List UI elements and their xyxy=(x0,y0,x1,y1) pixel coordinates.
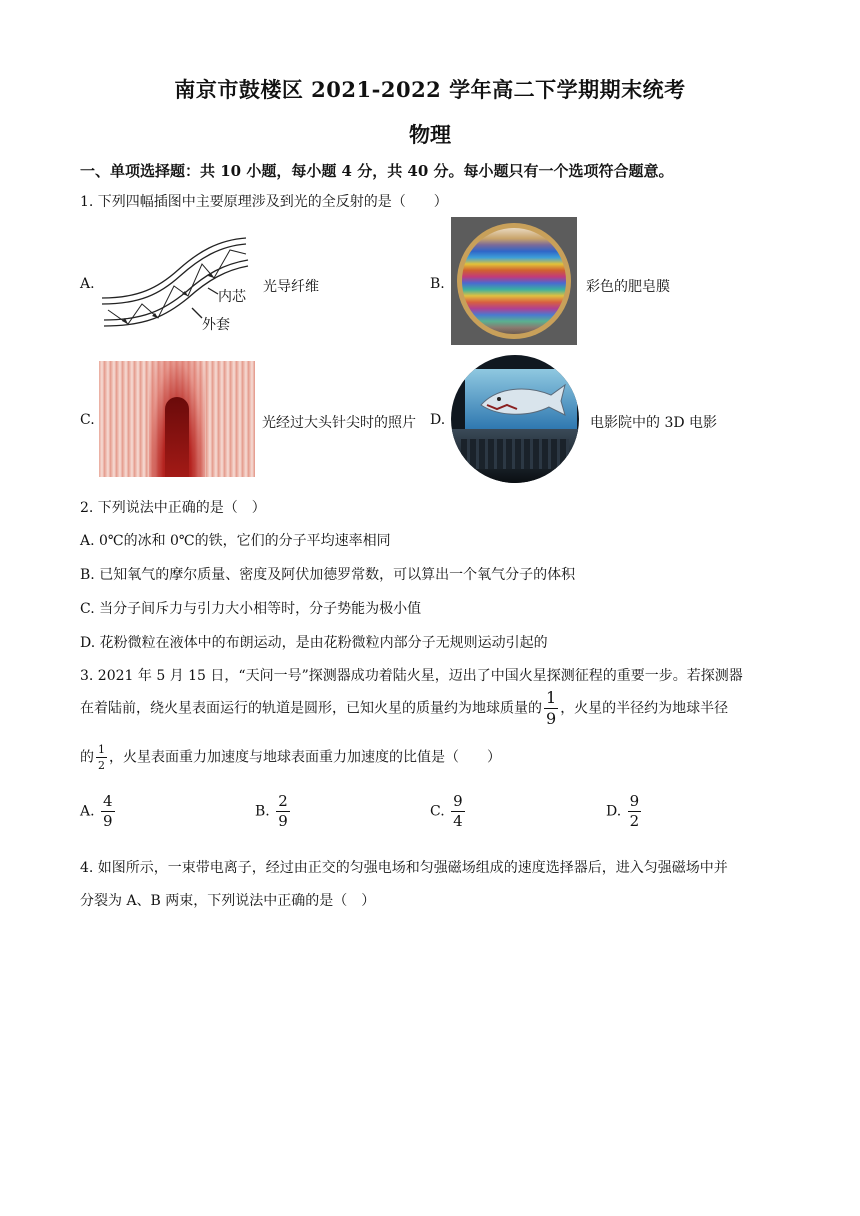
q2-option-b: B. 已知氧气的摩尔质量、密度及阿伏加德罗常数，可以算出一个氧气分子的体积 xyxy=(80,567,576,583)
q3-option-c-fraction xyxy=(451,794,465,829)
mass-ratio-numerator: 1 xyxy=(546,688,557,707)
q1-option-d-letter: D. xyxy=(430,412,446,428)
radius-ratio-denominator: 2 xyxy=(98,759,105,772)
q3-line2 xyxy=(80,690,728,727)
q3-option-d-num: 9 xyxy=(629,792,640,810)
q3-option-c-letter: C. xyxy=(430,803,445,820)
q3-option-b xyxy=(255,794,292,829)
q3-option-d-den: 2 xyxy=(629,812,640,830)
mass-ratio-denominator: 9 xyxy=(546,709,557,728)
soap-film-photo xyxy=(451,217,577,345)
3d-cinema-photo xyxy=(451,355,579,483)
q3-option-a-den: 9 xyxy=(103,812,113,830)
mass-ratio-fraction xyxy=(544,690,558,727)
q3-option-d xyxy=(606,794,643,829)
q4-line2: 分裂为 A、B 两束，下列说法中正确的是（ ） xyxy=(80,893,376,909)
q3-line2-text-b: ，火星的半径约为地球半径 xyxy=(560,700,729,717)
q3-option-c-den: 4 xyxy=(453,812,463,830)
q3-option-d-fraction xyxy=(628,794,642,829)
fiber-core-label: 内芯 xyxy=(218,289,246,305)
q1-option-b-caption: 彩色的肥皂膜 xyxy=(586,279,670,295)
q2-option-a: A. 0℃的冰和 0℃的铁，它们的分子平均速率相同 xyxy=(80,533,391,549)
q3-option-b-letter: B. xyxy=(255,803,270,820)
q1-option-a-caption: 光导纤维 xyxy=(263,279,319,295)
q2-stem: 2. 下列说法中正确的是（ ） xyxy=(80,500,266,516)
q3-option-a-letter: A. xyxy=(80,803,95,820)
exam-title: 南京市鼓楼区 2021-2022 学年高二下学期期末统考 xyxy=(174,77,686,102)
q3-line2-text-a: 在着陆前，绕火星表面运行的轨道是圆形，已知火星的质量约为地球质量的 xyxy=(80,700,542,717)
q3-option-b-den: 9 xyxy=(278,812,288,830)
pin-diffraction-photo xyxy=(99,361,255,477)
q1-option-c-caption: 光经过大头针尖时的照片 xyxy=(262,415,416,431)
subject-title: 物理 xyxy=(409,122,451,147)
q3-option-b-fraction xyxy=(276,794,290,829)
q3-option-a-fraction xyxy=(101,794,115,829)
q1-option-b-letter: B. xyxy=(430,276,445,292)
q4-line1: 4. 如图所示，一束带电离子，经过由正交的匀强电场和匀强磁场组成的速度选择器后，进入匀强磁场中并 xyxy=(80,860,728,876)
radius-ratio-numerator: 1 xyxy=(98,743,105,756)
q2-option-c: C. 当分子间斥力与引力大小相等时，分子势能为极小值 xyxy=(80,601,422,617)
optical-fiber-diagram xyxy=(98,228,252,334)
q1-stem: 1. 下列四幅插图中主要原理涉及到光的全反射的是（ ） xyxy=(80,194,448,210)
q3-option-d-letter: D. xyxy=(606,803,622,820)
q3-option-b-num: 2 xyxy=(278,792,288,810)
q3-option-c xyxy=(430,794,467,829)
q1-option-c-letter: C. xyxy=(80,412,95,428)
q1-option-d-caption: 电影院中的 3D 电影 xyxy=(590,415,718,431)
q3-line3-text-a: 的 xyxy=(80,749,94,766)
q3-option-c-num: 9 xyxy=(453,792,463,810)
q3-line3 xyxy=(80,744,501,771)
q2-option-d: D. 花粉微粒在液体中的布朗运动，是由花粉微粒内部分子无规则运动引起的 xyxy=(80,635,548,651)
q1-option-a-letter: A. xyxy=(80,276,95,292)
q3-option-a xyxy=(80,794,117,829)
q3-option-a-num: 4 xyxy=(103,792,113,810)
section-heading: 一、单项选择题：共 10 小题，每小题 4 分，共 40 分。每小题只有一个选项符合题意。 xyxy=(80,162,674,180)
q3-line3-text-b: ，火星表面重力加速度与地球表面重力加速度的比值是（ ） xyxy=(109,749,501,766)
q3-line1: 3. 2021 年 5 月 15 日，“天问一号”探测器成功着陆火星，迈出了中国火星探测征程的重要一步。若探测器 xyxy=(80,668,743,684)
fiber-cladding-label: 外套 xyxy=(202,317,230,333)
radius-ratio-fraction xyxy=(96,744,107,771)
